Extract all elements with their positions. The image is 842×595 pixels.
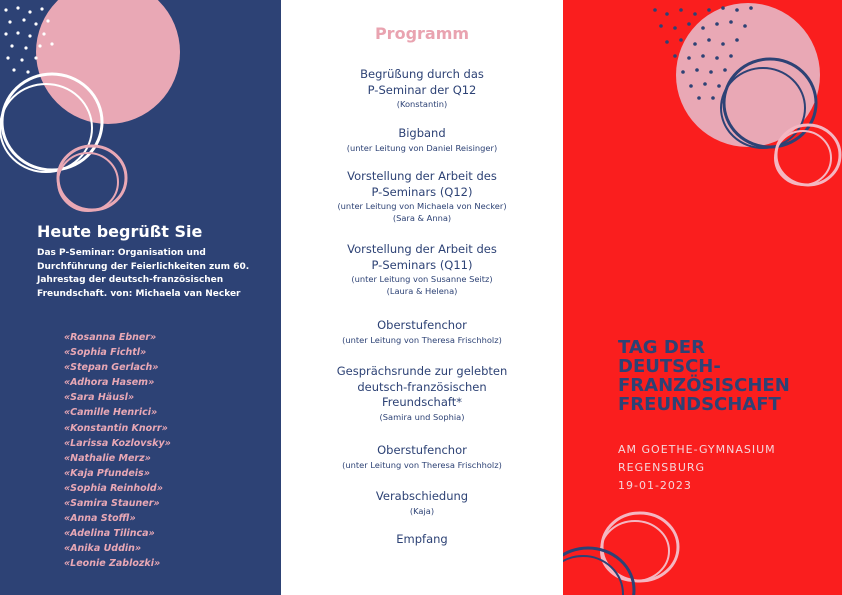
participant-name: «Sophia Fichtl» xyxy=(64,347,147,359)
welcome-title: Heute begrüßt Sie xyxy=(37,222,203,241)
program-item-sub: (Samira und Sophia) xyxy=(379,411,465,422)
participant-name: «Leonie Zablozki» xyxy=(64,558,161,570)
program-item-title: Begrüßung durch das P-Seminar der Q12 xyxy=(360,67,484,97)
program-item xyxy=(281,67,563,110)
program-item-title: Vorstellung der Arbeit des P-Seminars (Q12) xyxy=(347,169,497,199)
program-item xyxy=(281,364,563,423)
program-item xyxy=(281,489,563,517)
event-panel xyxy=(563,0,842,595)
program-item-sub: (Kaja) xyxy=(409,505,435,516)
program-item-sub: (unter Leitung von Susanne Seitz) (Laura & Helena) xyxy=(351,274,493,296)
program-item xyxy=(281,532,563,548)
program-item-title: Oberstufenchor xyxy=(377,318,467,332)
event-title: TAG DER DEUTSCH- FRANZÖSISCHEN FREUNDSCHAFT xyxy=(618,337,790,415)
program-item-sub: (unter Leitung von Michaela von Necker) (Sara & Anna) xyxy=(337,201,507,223)
welcome-panel xyxy=(0,0,281,595)
participant-name: «Anika Uddin» xyxy=(64,543,142,555)
participant-name: «Adelina Tilinca» xyxy=(64,528,155,540)
program-panel xyxy=(281,0,563,595)
participant-name: «Kaja Pfundeis» xyxy=(64,467,150,479)
participant-name: «Sophia Reinhold» xyxy=(64,482,163,494)
decor-circles-right xyxy=(563,0,842,595)
program-item xyxy=(281,242,563,297)
program-item-title: Oberstufenchor xyxy=(377,443,467,457)
program-item-sub: (unter Leitung von Theresa Frischholz) xyxy=(342,459,502,470)
event-date: 19-01-2023 xyxy=(618,479,692,492)
participant-name: «Larissa Kozlovsky» xyxy=(64,437,171,449)
event-venue-line2: REGENSBURG xyxy=(618,461,706,474)
program-item-sub: (Konstantin) xyxy=(396,99,448,109)
participant-name: «Rosanna Ebner» xyxy=(64,332,157,343)
program-title: Programm xyxy=(374,24,470,43)
welcome-text: Das P-Seminar: Organisation und Durchführung der Feierlichkeiten zum 60. Jahrestag der deutsch-französischen Freundschaft. von: Michaela van Necker xyxy=(37,248,250,299)
pink-ring-decor xyxy=(58,146,126,211)
program-item-title: Bigband xyxy=(398,126,446,140)
program-item-sub: (unter Leitung von Daniel Reisinger) xyxy=(346,142,498,153)
participant-name: «Camille Henrici» xyxy=(64,407,158,419)
participant-name: «Sara Häusl» xyxy=(64,392,135,404)
program-item-title: Empfang xyxy=(396,532,448,546)
pink-circle-decor xyxy=(36,0,180,124)
program-item-title: Vorstellung der Arbeit des P-Seminars (Q11) xyxy=(347,242,497,272)
participant-name: «Samira Stauner» xyxy=(64,498,160,510)
event-venue-line1: AM GOETHE-GYMNASIUM xyxy=(618,443,776,456)
participant-name: «Anna Stoffl» xyxy=(64,513,136,525)
pink-ring-decor xyxy=(601,513,678,581)
pink-ring-decor xyxy=(775,125,840,185)
participant-name: «Nathalie Merz» xyxy=(64,452,151,464)
participant-name: «Adhora Hasem» xyxy=(64,377,155,389)
participant-name: «Konstantin Knorr» xyxy=(64,422,168,434)
program-item xyxy=(281,318,563,346)
ring-decor xyxy=(563,548,634,595)
program-item xyxy=(281,443,563,471)
program-item-title: Verabschiedung xyxy=(375,489,469,503)
participant-name: «Stepan Gerlach» xyxy=(64,362,159,374)
program-item xyxy=(281,169,563,224)
program-item-sub: (unter Leitung von Theresa Frischholz) xyxy=(342,334,502,345)
participant-list xyxy=(64,330,171,572)
program-item-title: Gesprächsrunde zur gelebten deutsch-französischen Freundschaft* xyxy=(336,364,508,409)
program-item xyxy=(281,126,563,154)
